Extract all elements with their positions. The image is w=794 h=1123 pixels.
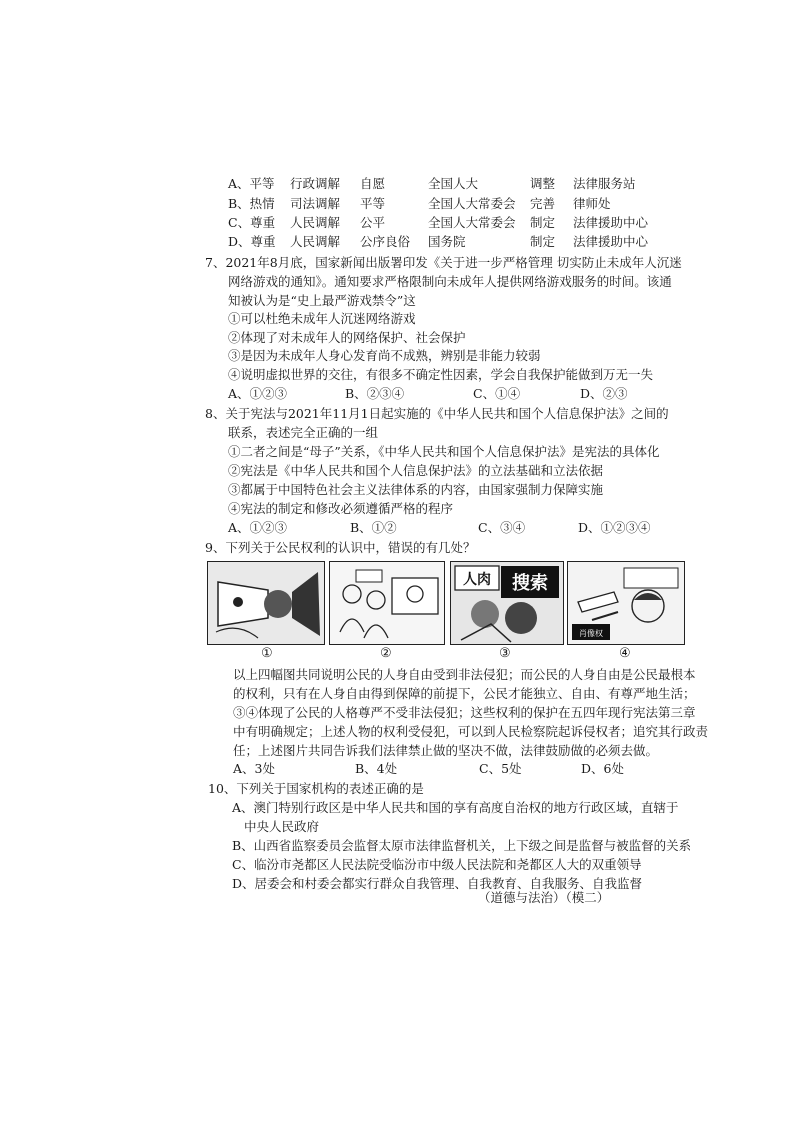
option-col1: 人民调解 — [290, 234, 341, 249]
option-col1: 司法调解 — [290, 196, 341, 211]
q9-picture-4 — [567, 561, 685, 645]
option-col5: 律师处 — [573, 196, 611, 211]
q7-choices — [228, 384, 698, 403]
q7-item: ②体现了对未成年人的网络保护、社会保护 — [228, 330, 466, 345]
choice-d[interactable]: D、②③ — [580, 386, 628, 401]
option-col3: 全国人大常委会 — [428, 215, 516, 230]
choice-c[interactable]: C、①④ — [473, 386, 521, 401]
portrait-right-cartoon — [568, 562, 684, 644]
q10-stem: 10、下列关于国家机构的表述正确的是 — [208, 781, 424, 796]
q10-choice-b[interactable]: B、山西省监察委员会监督太原市法律监督机关，上下级之间是监督与被监督的关系 — [232, 838, 692, 853]
choice-b[interactable]: B、①② — [350, 520, 397, 535]
choice-b[interactable]: B、②③④ — [345, 386, 405, 401]
q9-body-line: 中有明确规定；上述人物的权利受侵犯，可以到人民检察院起诉侵权者；追究其行政责 — [233, 724, 709, 739]
q9-picture-1 — [207, 561, 325, 645]
q8-item: ①二者之间是“母子”关系，《中华人民共和国个人信息保护法》是宪法的具体化 — [228, 444, 660, 459]
pic3-word-2: 搜索 — [512, 573, 548, 594]
option-letter: B、热情 — [228, 196, 275, 211]
q7-item: ③是因为未成年人身心发育尚不成熟，辨别是非能力较弱 — [228, 348, 541, 363]
megaphone-cartoon — [208, 562, 324, 644]
q7-stem-line: 7、2021年8月底，国家新闻出版署印发《关于进一步严格管理 切实防止未成年人沉迷 — [205, 255, 682, 270]
q7-item: ①可以杜绝未成年人沉迷网络游戏 — [228, 311, 416, 326]
option-col1: 行政调解 — [290, 176, 341, 191]
page-footer: （道德与法治）（模二） — [478, 890, 610, 905]
q9-body-line: 以上四幅图共同说明公民的人身自由受到非法侵犯；而公民的人身自由是公民最根本 — [233, 667, 696, 682]
q7-stem-line: 网络游戏的通知》。通知要求严格限制向未成年人提供网络游戏服务的时间。该通 — [228, 274, 672, 289]
pic4-caption: 肖像权 — [579, 629, 603, 638]
option-col1: 人民调解 — [290, 215, 341, 230]
picture-label-4: ④ — [619, 646, 631, 661]
choice-c[interactable]: C、5处 — [479, 761, 522, 776]
option-letter: A、平等 — [228, 176, 275, 191]
option-col4: 制定 — [530, 234, 556, 249]
q10-choice-a-cont: 中央人民政府 — [244, 819, 320, 834]
human-flesh-search-cartoon — [451, 562, 563, 644]
choice-d[interactable]: D、①②③④ — [578, 520, 651, 535]
q9-picture-3 — [450, 561, 564, 645]
q9-body-line: 任；上述图片共同告诉我们法律禁止做的坚决不做，法律鼓励做的必须去做。 — [233, 743, 659, 758]
q8-item: ④宪法的制定和修改必须遵循严格的程序 — [228, 501, 454, 516]
option-col3: 国务院 — [428, 234, 466, 249]
option-col2: 自愿 — [360, 176, 386, 191]
picture-label-2: ② — [380, 646, 392, 661]
option-letter: C、尊重 — [228, 215, 276, 230]
q7-stem-line: 知被认为是“史上最严游戏禁令”这 — [228, 293, 416, 308]
crowd-cartoon — [330, 562, 444, 644]
q8-choices — [228, 518, 698, 537]
choice-c[interactable]: C、③④ — [478, 520, 526, 535]
q9-body-line: ③④体现了公民的人格尊严不受非法侵犯；这些权利的保护在五四年现行宪法第三章 — [233, 705, 696, 720]
picture-label-3: ③ — [499, 646, 511, 661]
option-col2: 平等 — [360, 196, 386, 211]
pic3-word-1: 人肉 — [463, 572, 491, 588]
q10-choice-a[interactable]: A、澳门特别行政区是中华人民共和国的享有高度自治权的地方行政区域，直辖于 — [232, 800, 679, 815]
choice-b[interactable]: B、4处 — [355, 761, 398, 776]
choice-d[interactable]: D、6处 — [581, 761, 624, 776]
option-col5: 法律服务站 — [573, 176, 636, 191]
q8-item: ②宪法是《中华人民共和国个人信息保护法》的立法基础和立法依据 — [228, 463, 604, 478]
choice-a[interactable]: A、①②③ — [228, 386, 288, 401]
option-col4: 调整 — [530, 176, 556, 191]
option-letter: D、尊重 — [228, 234, 276, 249]
picture-label-1: ① — [261, 646, 273, 661]
q9-choices — [233, 759, 703, 778]
option-col3: 全国人大 — [428, 176, 479, 191]
option-col4: 制定 — [530, 215, 556, 230]
option-col3: 全国人大常委会 — [428, 196, 516, 211]
q9-picture-2 — [329, 561, 445, 645]
option-col2: 公序良俗 — [360, 234, 411, 249]
option-col5: 法律援助中心 — [573, 234, 649, 249]
option-col2: 公平 — [360, 215, 386, 230]
q7-item: ④说明虚拟世界的交往，有很多不确定性因素，学会自我保护能做到万无一失 — [228, 367, 654, 382]
q9-stem: 9、下列关于公民权利的认识中，错误的有几处？ — [205, 540, 476, 555]
option-col5: 法律援助中心 — [573, 215, 649, 230]
q10-choice-d[interactable]: D、居委会和村委会都实行群众自我管理、自我教育、自我服务、自我监督 — [232, 876, 643, 891]
q9-body-line: 的权利，只有在人身自由得到保障的前提下，公民才能独立、自由、有尊严地生活； — [233, 686, 696, 701]
q10-choice-c[interactable]: C、临汾市尧都区人民法院受临汾市中级人民法院和尧都区人大的双重领导 — [232, 857, 642, 872]
choice-a[interactable]: A、①②③ — [228, 520, 288, 535]
q8-item: ③都属于中国特色社会主义法律体系的内容，由国家强制力保障实施 — [228, 482, 604, 497]
choice-a[interactable]: A、3处 — [233, 761, 275, 776]
option-col4: 完善 — [530, 196, 556, 211]
q8-stem-line: 8、关于宪法与2021年11月1日起实施的《中华人民共和国个人信息保护法》之间的 — [205, 406, 669, 421]
q8-stem-line: 联系，表述完全正确的一组 — [228, 425, 379, 440]
